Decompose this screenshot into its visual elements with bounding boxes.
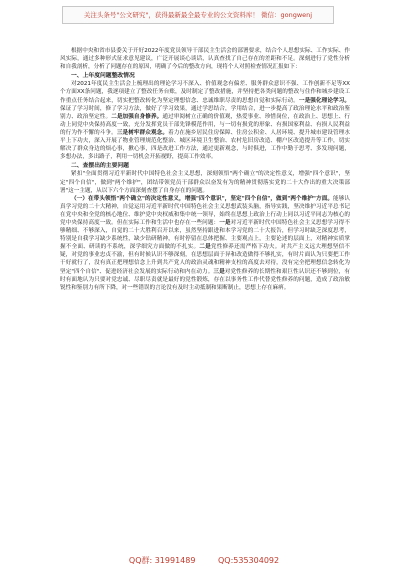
s2-bold-1: 一是 — [219, 219, 231, 226]
s1-text-d: 着力在施乡居民住房保障、住房公积金、人居环境、提升城市建设管理水平上下功夫，深入开展了物业管理规范化整治、城区环境卫生整治、农村危旧房改造、棚户区改造提升等工作，切实解决了群众身边的烦心事，揪心事，四是改进工作方法，通过更新观念，与时俱进，工作中勤于思考、多发现问题，多想办法，多出路子，利用一切机会开拓视野，提高工作效率。 — [60, 129, 350, 161]
subsection-1-heading: （一）在带头领悟"两个确立"的决定性意义，增强"四个意识"，坚定"四个自信"，做到"两个维护"方面。 — [71, 195, 334, 202]
intro-paragraph: 根据中央和省市县委关于开好2022年度党员领导干部民主生活会的部署要求，结合个人思想实际、工作实际、作风实际，通过多种形式征求意见建议，广泛开展谈心谈话，认真查找了自己存在的差距和不足。深刻进行了党性分析和自我剖析，分析了问题存在的原因，明确了今后的整改方向，现将个人对照检查情况汇报如下： — [60, 48, 350, 71]
document-body — [60, 47, 350, 292]
s1-bold-1: 一是强化理论学习。 — [298, 97, 350, 104]
subsection-1-paragraph — [60, 195, 350, 292]
s2-bold-2: 二是 — [199, 244, 211, 251]
s1-bold-3: 三是树牢群众观念。 — [116, 129, 169, 136]
footer-contact — [0, 555, 408, 566]
section-1-heading: 一、上年度问题整改情况 — [71, 73, 135, 80]
s1-text-b: 保证了学习时间，修了学习方法，做好了学习效果，通过学思结合，学用结合，进一步提高了政治理论水平和政治鉴别力、政治坚定性。 — [60, 105, 350, 120]
s1-bold-2: 二是加强自身修养。 — [111, 113, 163, 120]
s2-text-c: 党性修养还需严格下功夫。对共产主义远大理想坚信不疑，对党的事业忠贞不渝，但有时候认识不够深刻，在思想层面于异和改造做得不够扎实，有时片面认为只要把工作干好就行了，没有真正把理想信念上升到共产党人的政治灵魂和精神支柱的高度去对待，没有完全把理想信念转化为坚定"四个自信"、促进经济社会发展的实际行动和内在动力。 — [60, 244, 350, 275]
s2-bold-3: 三是 — [213, 268, 225, 275]
top-banner: 关注头条号"公文研究"，获得最新最全最专业的公文资料库！ 微信：gongwenj — [62, 6, 334, 24]
s1-text-a: 对2021年度民主生活会上梳理出的理论学习不深入、价值观念有偏差、服务群众意识不强、工作创新不足等XX个方面XX条问题，我逐项建立了整改任务台账，及时制定了整改措施，并坚持把各类问题的整改与住作和城乡建设工作重点任务结合起来，切实把整改转化为坚定理想信念、忠诚维职尽责的思想自觉和实际行动。 — [60, 81, 350, 104]
section-1-paragraph — [60, 80, 350, 161]
footer-qq-group: QQ群: 31991489 — [128, 556, 196, 565]
s1-text-c: 通过审阅树立正确的价值观，热爱事业、珍惜岗位，在政治上、思想上、行动上同党中央保持高度一致，充分发挥党员干部先锋模范作用，与一切有损党的形象、有损国家利益、有损人民利益的行为作不懈的斗争。 — [60, 113, 350, 136]
s2-text-a: 能够认真学习党的二十大精神，自觉运用习近平新时代中国特色社会主义思想武装头脑，指导实践，坚决维护习近平总书记在党中央和全党的核心地位、维护党中央权威和集中统一领导，始终在思想上政治上行动上同以习近平同志为核心的党中央保持高度一致。但在实际工作和生活中也存在一些问题： — [60, 195, 350, 226]
section-2-heading: 二、查摆出的主要问题 — [71, 163, 129, 170]
section-2-paragraph: 紧扣"全面贯彻习近平新时代中国特色社会主义思想，深刻领悟"两个确立"的决定性意义，增强"四个意识"，坚定"四个自信"，做到"两个维护"，团结带领党员干部群众以奋发有为的精神贯彻落实党的二十大作出的重大决策部署"这一主题，从以下六个方面深刻查摆了自身存在的问题。 — [60, 171, 350, 194]
s2-text-d: 对党性修养的长期性和艰巨性认识还不够到位，有时有面地认为只要对党忠诚、尽职尽责就是最好的党性锻炼，存在以事务性工作代替党性修养的问题，造成了政治敏锐性和鉴别力有所下降，对一些错误的言论没有及时主动抵制和果断制止，思想上存在麻痹。 — [60, 268, 350, 291]
footer-qq: QQ:535304092 — [218, 556, 280, 565]
s2-text-b: 对习近平新时代中国特色社会主义思想学习得不够精细、不够深入，自觉的二十大胜利召开以来，虽然坚持跟进和本学习党的二十大报告，但学习时缺乏深度思考，特别是自我学习缺少系统性，缺少钻研精神，有时停留在总体把握、主要观点上，主要论述的层面上，对精神实质掌握不全面、研读的不系统，深学细究方面做的不扎实。 — [60, 219, 350, 251]
